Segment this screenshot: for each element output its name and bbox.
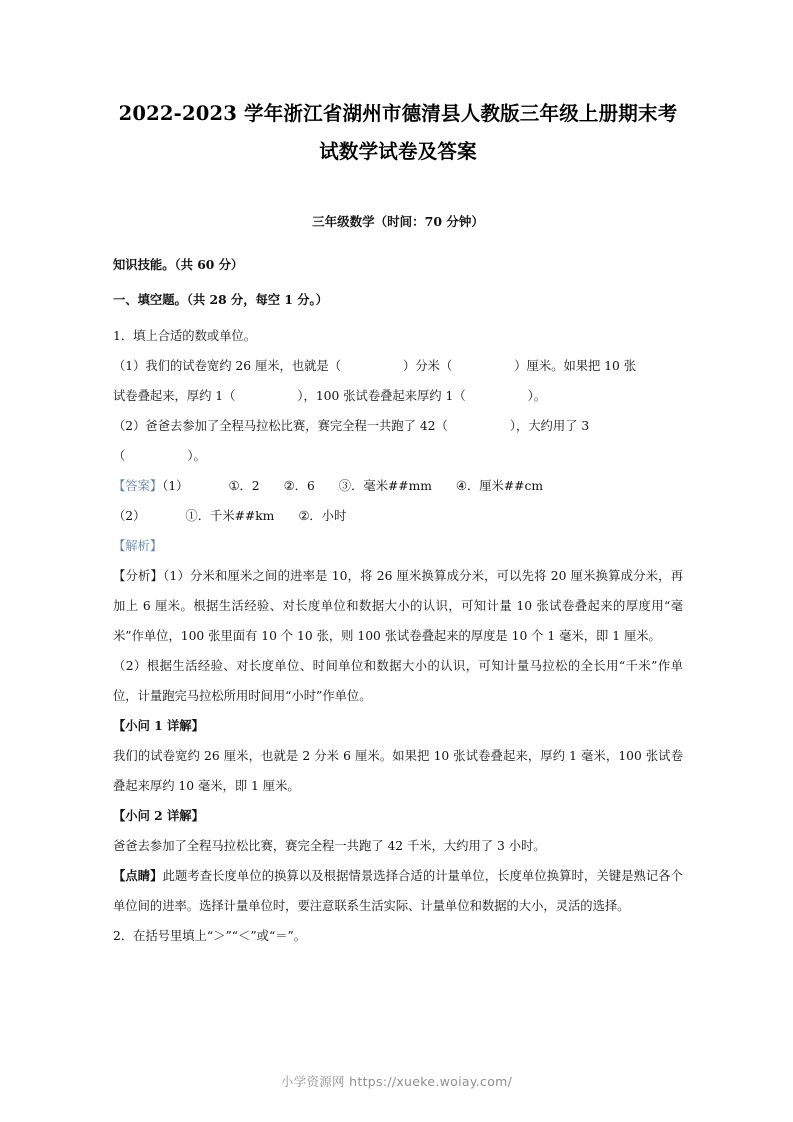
detail-1-text: 我们的试卷宽约 26 厘米，也就是 2 分米 6 厘米。如果把 10 张试卷叠起来，厚约 1 毫米，100 张试卷叠起来厚约 10 毫米，即 1 厘米。: [113, 749, 683, 793]
detail-2-text: 爸爸去参加了全程马拉松比赛，赛完全程一共跑了 42 千米，大约用了 3 小时。: [113, 839, 546, 853]
question-1-sub2-line1: [113, 411, 683, 441]
q1-sub1-line2-a: 试卷叠起来，厚约 1（: [113, 389, 236, 403]
page-title: 2022-2023 学年浙江省湖州市德清县人教版三年级上册期末考试数学试卷及答案: [118, 102, 678, 163]
answer-item-5: ①．千米##km: [185, 509, 275, 523]
answer-item-3: ③．毫米##mm: [338, 479, 432, 493]
question-1-stem: 1．填上合适的数或单位。: [113, 329, 257, 343]
analysis-paragraph-2: （2）根据生活经验、对长度单位、时间单位和数据大小的认识，可知计量马拉松的全长用“千米”作单位，计量跑完马拉松所用时间用“小时”作单位。: [113, 659, 683, 703]
q1-sub1-line2-b: ），100 张试卷叠起来厚约 1（: [297, 389, 466, 403]
answer-group-2-tag: （2）: [113, 509, 146, 523]
insight-label: 【点睛】: [113, 868, 163, 883]
answer-item-6: ②．小时: [298, 509, 347, 523]
q1-sub1-line2-c: ）。: [527, 389, 547, 403]
q1-sub2-text-b: ），大约用了 3: [509, 419, 590, 433]
insight-text: 此题考查长度单位的换算以及根据情景选择合适的计量单位，长度单位换算时，关键是熟记各个单位间的进率。选择计量单位时，要注意联系生活实际、计量单位和数据的大小，灵活的选择。: [113, 869, 683, 913]
exam-subtitle: 三年级数学（时间：70 分钟）: [312, 214, 484, 229]
insight-paragraph: [113, 861, 683, 921]
answer-item-4: ④．厘米##cm: [455, 479, 543, 493]
footer-watermark: [0, 1072, 793, 1090]
q1-sub1-text-c: ）厘米。如果把 10 张: [514, 359, 637, 373]
question-2-stem: 2．在括号里填上“＞”“＜”或“＝”。: [113, 929, 307, 943]
detail-1-label: 【小问 1 详解】: [113, 718, 204, 733]
question-1-sub2-line2: [113, 441, 683, 471]
q1-sub1-text-a: （1）我们的试卷宽约 26 厘米，也就是（: [113, 359, 342, 373]
part-heading-fill-blank: 一、填空题。（共 28 分，每空 1 分。）: [113, 292, 328, 307]
analysis-text-1: （1）分米和厘米之间的进率是 10，将 26 厘米换算成分米，可以先将 20 厘米换算成分米，再加上 6 厘米。根据生活经验、对长度单位和数据大小的认识，可知计量 10 张试卷叠起来的厚度用“毫米”作单位，100 张里面有 10 个 10 张，则 100 张试卷叠起来的厚度是 10 个 1 毫米，即 1 厘米。: [113, 569, 683, 643]
watermark-site-name: 小学资源网: [280, 1074, 345, 1089]
document-content: [113, 95, 683, 951]
q1-sub2-line2-b: ）。: [187, 449, 206, 463]
answer-line-1: [113, 471, 683, 501]
analysis-paragraph-1: [113, 561, 683, 651]
explanation-label: 【解析】: [113, 539, 163, 553]
answer-label: 【答案】: [113, 479, 163, 493]
q1-sub1-text-b: ）分米（: [403, 359, 453, 373]
answer-line-2: [113, 501, 683, 531]
answer-item-2: ②．6: [283, 479, 315, 493]
answer-item-1: ①．2: [228, 479, 260, 493]
watermark-url: https://xueke.woiay.com/: [349, 1074, 513, 1089]
q1-sub2-text-a: （2）爸爸去参加了全程马拉松比赛，赛完全程一共跑了 42（: [113, 419, 448, 433]
question-1-sub1-line1: [113, 351, 683, 381]
question-1-sub1-line2: [113, 381, 683, 411]
analysis-label: 【分析】: [113, 569, 164, 583]
answer-group-1-tag: （1）: [162, 479, 189, 493]
section-heading-knowledge: 知识技能。（共 60 分）: [113, 257, 244, 272]
q1-sub2-line2-a: （: [113, 449, 126, 463]
detail-2-label: 【小问 2 详解】: [113, 808, 204, 823]
